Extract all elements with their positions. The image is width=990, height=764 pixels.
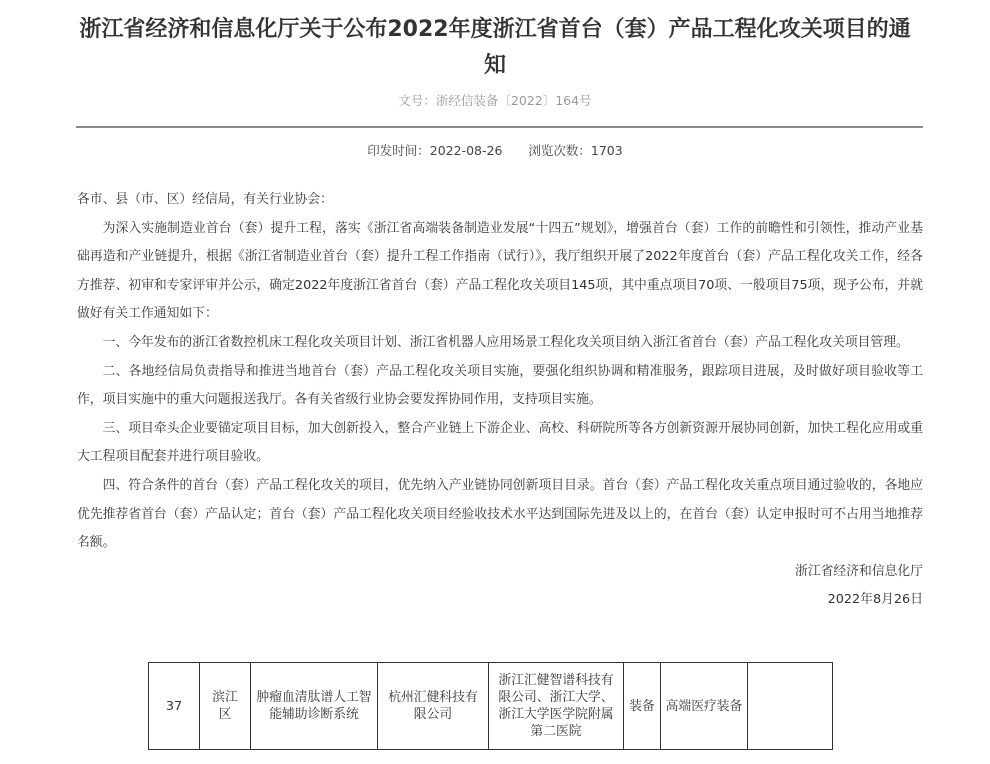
- paragraph: 二、各地经信局负责指导和推进当地首台（套）产品工程化攻关项目实施，要强化组织协调和精准服务，跟踪项目进展，及时做好项目验收等工作，项目实施中的重大问题报送我厅。各有关省级行业协会要发挥协同作用，支持项目实施。: [77, 363, 923, 408]
- document-number: 文号：浙经信装备〔2022〕164号: [398, 93, 592, 108]
- table-cell-company: 杭州汇健科技有限公司: [378, 663, 489, 750]
- salutation: 各市、县（市、区）经信局，有关行业协会：: [77, 192, 333, 207]
- publish-time: 印发时间：2022-08-26: [367, 143, 503, 158]
- paragraph: 三、项目牵头企业要锚定项目目标，加大创新投入，整合产业链上下游企业、高校、科研院所等各方创新资源开展协同创新，加快工程化应用或重大工程项目配套并进行项目验收。: [77, 420, 923, 465]
- paragraph: 四、符合条件的首台（套）产品工程化攻关的项目，优先纳入产业链协同创新项目目录。首台（套）产品工程化攻关重点项目通过验收的，各地应优先推荐省首台（套）产品认定；首台（套）产品工程化攻关项目经验收技术水平达到国际先进及以上的，在首台（套）认定申报时可不占用当地推荐名额。: [77, 477, 923, 551]
- signature: 浙江省经济和信息化厅: [795, 563, 923, 579]
- table-cell-category: 装备: [624, 663, 661, 750]
- table-cell-field: 高端医疗装备: [661, 663, 748, 750]
- table-cell-district: 滨江区: [200, 663, 251, 750]
- table-cell-index: 37: [149, 663, 200, 750]
- page-title: 浙江省经济和信息化厅关于公布2022年度浙江省首台（套）产品工程化攻关项目的通知: [79, 17, 911, 78]
- meta-info: [0, 141, 990, 159]
- table-cell-empty: [748, 663, 833, 750]
- paragraph: 一、今年发布的浙江省数控机床工程化攻关项目计划、浙江省机器人应用场景工程化攻关项目纳入浙江省首台（套）产品工程化攻关项目管理。: [102, 334, 909, 350]
- table-cell-partners: 浙江汇健智谱科技有限公司、浙江大学、浙江大学医学院附属第二医院: [489, 663, 624, 750]
- table-row: [149, 663, 833, 750]
- divider: [76, 126, 923, 128]
- view-count: 浏览次数：1703: [528, 143, 623, 158]
- notice-body: [77, 186, 923, 615]
- paragraph: 为深入实施制造业首台（套）提升工程，落实《浙江省高端装备制造业发展“十四五”规划》，增强首台（套）工作的前瞻性和引领性，推动产业基础再造和产业链提升，根据《浙江省制造业首台（套）提升工程工作指南（试行）》，我厅组织开展了2022年度首台（套）产品工程化攻关工作，经各方推荐、初审和专家评审并公示，确定2022年度浙江省首台（套）产品工程化攻关项目145项，其中重点项目70项、一般项目75项，现予公布，并就做好有关工作通知如下：: [77, 220, 923, 322]
- project-table: [148, 662, 833, 750]
- table-cell-project: 肿瘤血清肽谱人工智能辅助诊断系统: [251, 663, 378, 750]
- signature-date: 2022年8月26日: [827, 592, 923, 608]
